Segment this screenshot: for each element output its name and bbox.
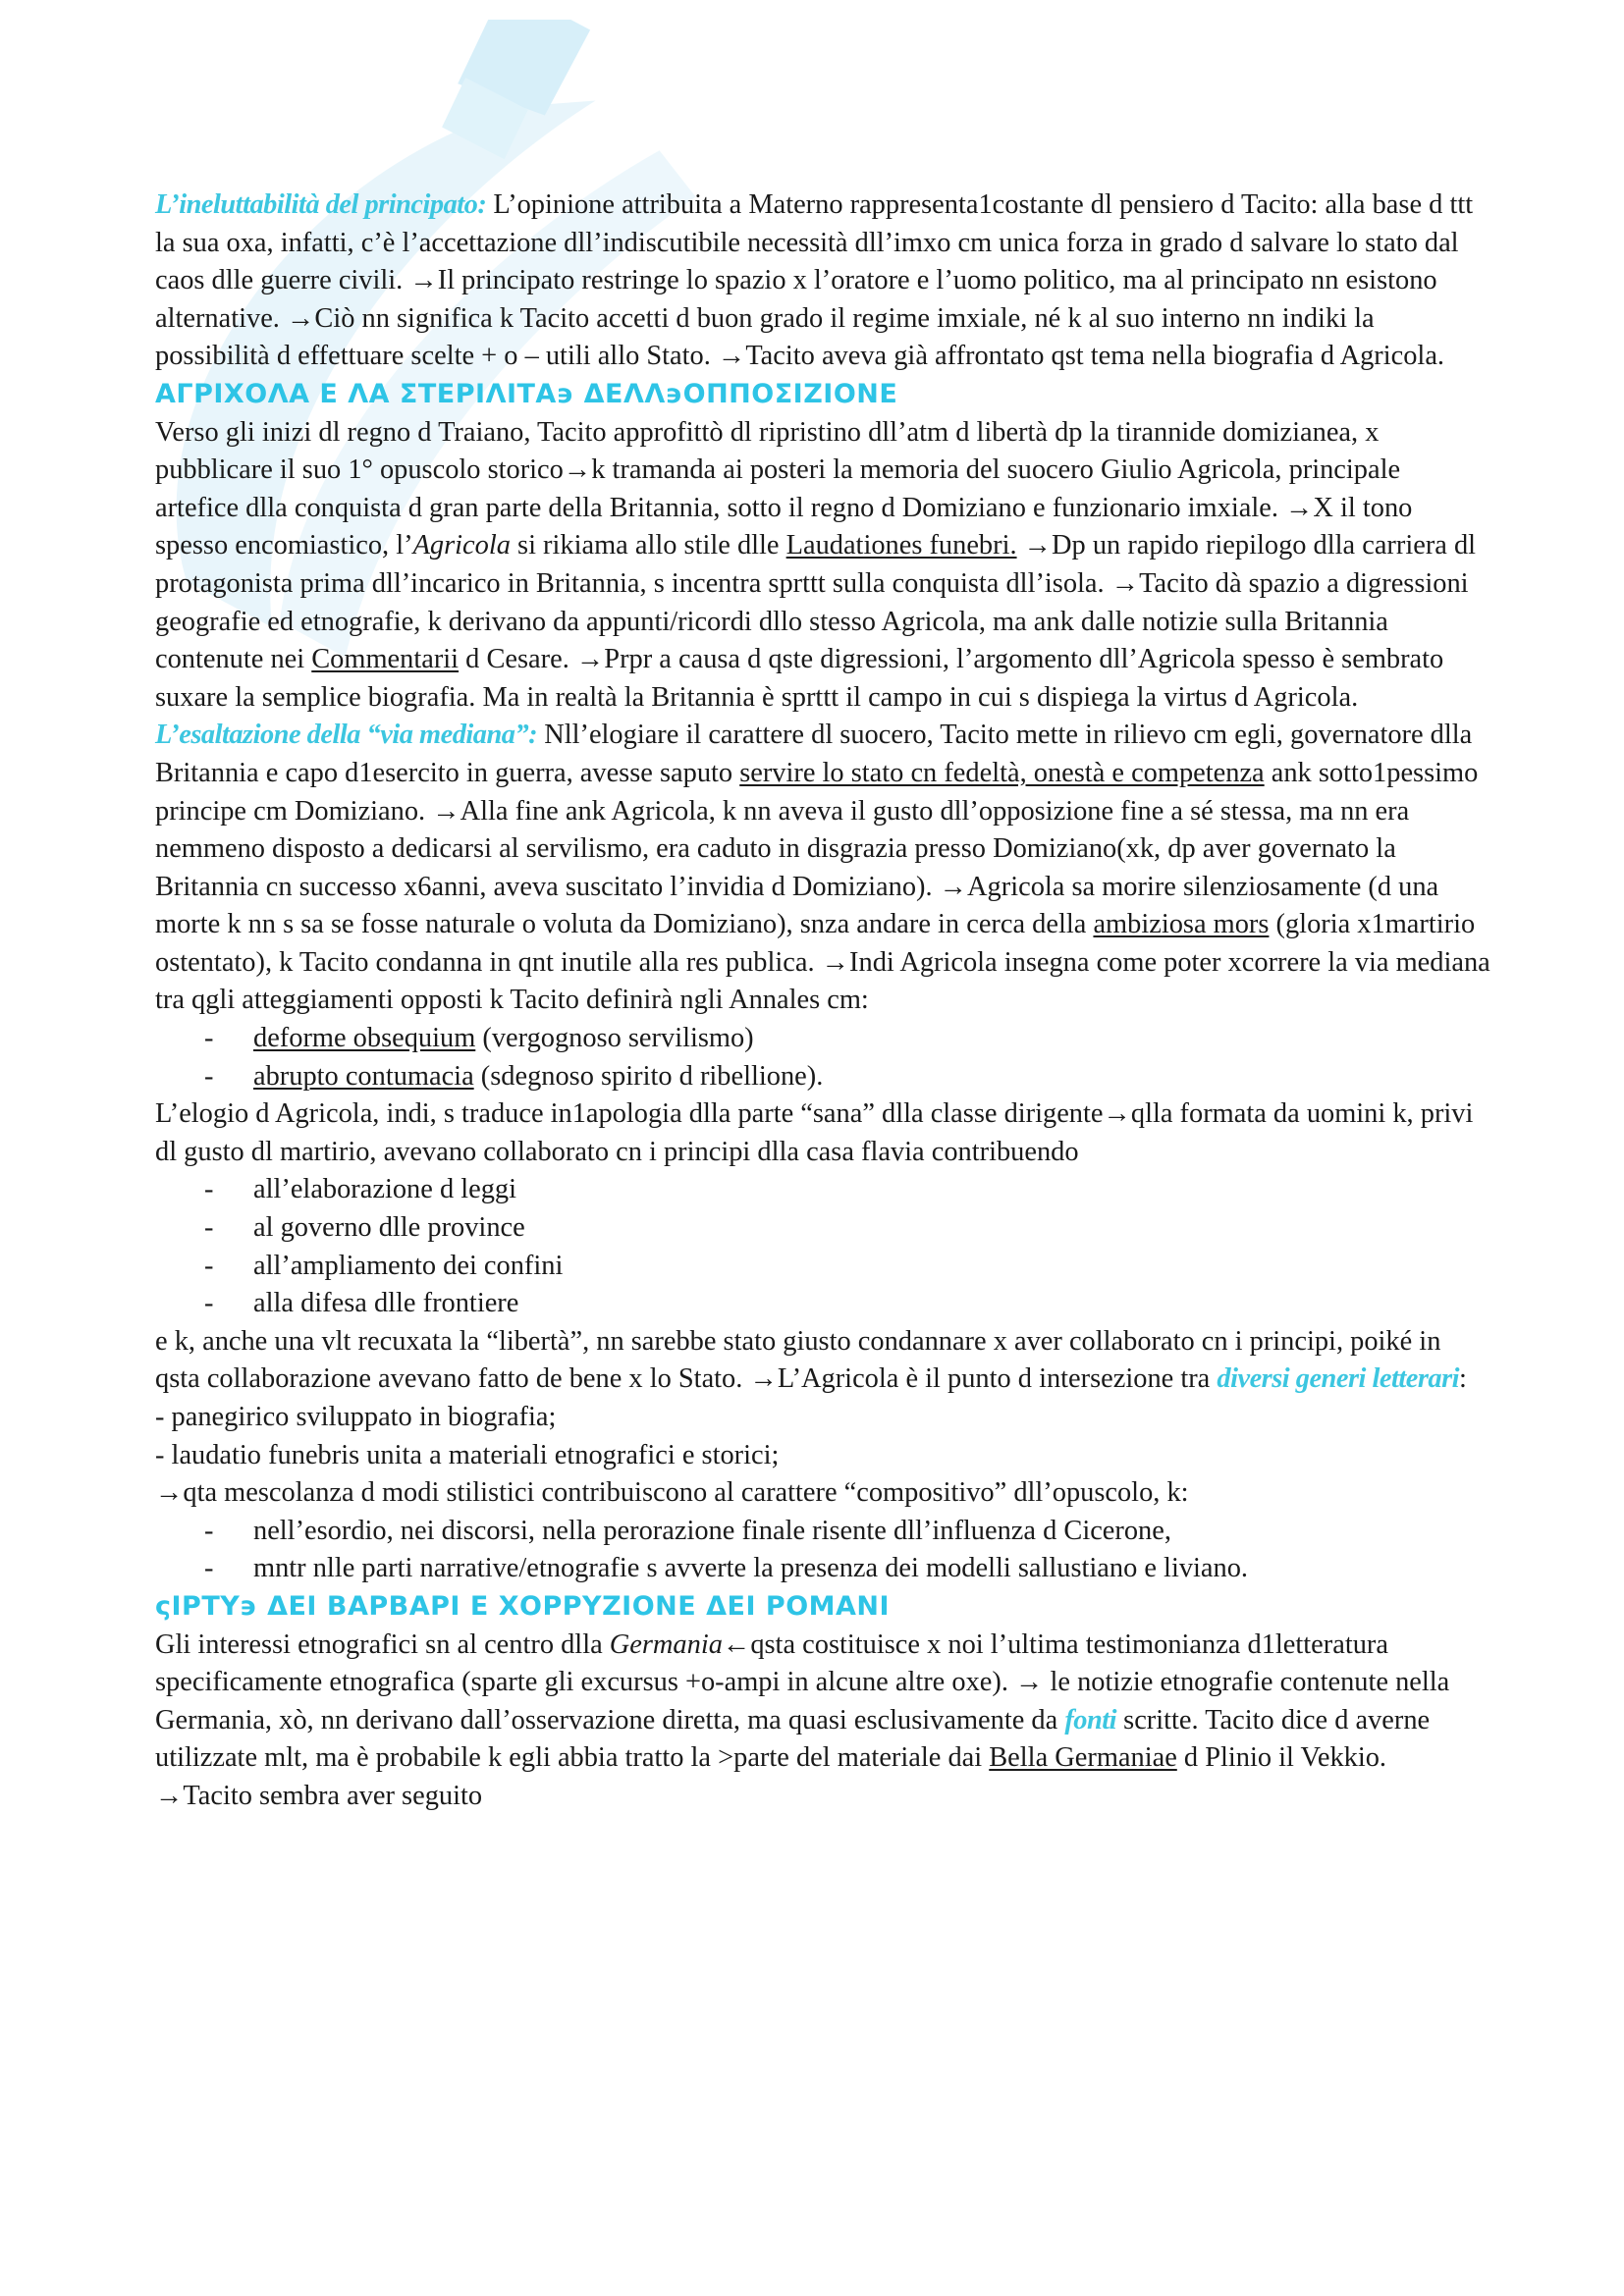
text-run: : [1459, 1363, 1467, 1395]
section-lead: fonti [1064, 1704, 1117, 1735]
text-run: (gloria x1martirio ostentato), k Tacito condanna in qnt inutile alla res publica. →Indi Agricola insegna come poter xcorrere la via mediana tra qgli atteggiamenti opposti k Tacito definirà ngli Annales cm: [155, 909, 1490, 1016]
line-laudatio: - laudatio funebris unita a materiali etnografici e storici; [155, 1439, 780, 1470]
list-item: - all’ampliamento dei confini [204, 1248, 1490, 1286]
list-item: - al governo dlle province [204, 1209, 1490, 1248]
text-run: d Plinio il Vekkio. →Tacito sembra aver seguito [155, 1742, 1387, 1811]
section-lead: L’ineluttabilità del principato: [155, 189, 487, 220]
list-item: - alla difesa dlle frontiere [204, 1285, 1490, 1323]
list-item [204, 1020, 1490, 1058]
text-run: Nll’elogiare il carattere dl suocero, Tacito mette in rilievo cm egli, governatore dlla Britannia e capo d1esercito in guerra, avesse saputo [155, 720, 1473, 788]
section-lead: diversi generi letterari [1217, 1363, 1460, 1395]
text-run: e k, anche una vlt recuxata la “libertà”, nn sarebbe stato giusto condannare x aver collaborato cn i principi, poiké in qsta collaborazione avevano fatto de bene x lo Stato. →L’Agricola è il punto d intersezione tra [155, 1325, 1441, 1395]
text-run: d Cesare. →Prpr a causa d qste digressioni, l’argomento dll’Agricola spesso è sembrato suxare la semplice biografia. Ma in realtà la Britannia è sprttt il campo in cui s dispiega la virtus d Agricola. [155, 644, 1444, 713]
text-run: ←qsta costituisce x noi l’ultima testimonianza d1letteratura specificamente etnografica (sparte gli excursus +o-ampi in alcune altre oxe). → le notizie etnografie contenute nella Germania, xò, nn derivano dall’osservazione diretta, ma quasi esclusivamente da [155, 1629, 1450, 1735]
underlined-term: Bella Germaniae [989, 1742, 1177, 1774]
dash-list-annales [155, 1020, 1490, 1095]
paragraph-via-mediana [155, 717, 1490, 1020]
text-run: Verso gli inizi dl regno d Traiano, Tacito approfittò dl ripristino dll’atm d libertà dp la tirannide domizianea, x pubblicare il suo 1° opuscolo storico→k tramanda ai posteri la memoria del suocero Giulio Agricola, principale artefice dlla conquista d gran parte della Britannia, sotto il regno d Domiziano e funzionario imxiale. →X il tono spesso encomiastico, l’ [155, 416, 1413, 561]
dash-list-modelli [155, 1513, 1490, 1588]
text-run: (vergognoso servilismo) [475, 1023, 754, 1054]
document-body [155, 187, 1490, 1816]
paragraph-elogio: L’elogio d Agricola, indi, s traduce in1apologia dlla parte “sana” dlla classe dirigente→qlla formata da uomini k, privi dl gusto dl martirio, avevano collaborato cn i principi dlla casa flavia contribuendo [155, 1098, 1474, 1167]
text-run: si rikiama allo stile dlle [510, 530, 786, 561]
paragraph-generi [155, 1323, 1490, 1399]
underlined-term: Commentarii [311, 644, 460, 675]
text-run: scritte. Tacito dice d averne utilizzate mlt, ma è probabile k egli abbia tratto la >parte del materiale dai [155, 1704, 1431, 1774]
list-item: - nell’esordio, nei discorsi, nella perorazione finale risente dll’influenza d Cicerone, [204, 1513, 1490, 1551]
paragraph-germania [155, 1627, 1490, 1816]
dash-list-contributi [155, 1171, 1490, 1322]
section-heading-agricola: ΑΓΡΙΧΟΛΑ Ε ΛΑ ΣΤΕΡΙΛΙΤΑ϶ ΔΕΛΛ϶ΟΠΠΟΣΙΖΙΟΝΕ [155, 378, 898, 409]
italic-title: Agricola [412, 530, 511, 561]
underlined-term: Laudationes funebri. [785, 530, 1017, 561]
line-panegirico: - panegirico sviluppato in biografia; [155, 1402, 557, 1432]
line-mescolanza: →qta mescolanza d modi stilistici contribuiscono al carattere “compositivo” dll’opuscolo, k: [155, 1477, 1189, 1509]
paragraph-principato [155, 187, 1490, 376]
text-run: ank sotto1pessimo principe cm Domiziano. →Alla fine ank Agricola, k nn aveva il gusto dll’opposizione fine a sé stessa, ma nn era nemmeno disposto a dedicarsi al servilismo, era caduto in disgrazia presso Domiziano(xk, dp aver governato la Britannia cn successo x6anni, aveva suscitato l’invidia d Domiziano). →Agricola sa morire silenziosamente (d una morte k nn s sa se fosse naturale o voluta da Domiziano), snza andare in cerca della [155, 757, 1479, 940]
underlined-term: abrupto contumacia [253, 1060, 474, 1092]
list-item [204, 1058, 1490, 1096]
section-lead: L’esaltazione della “via mediana”: [155, 720, 538, 751]
underlined-term: ambiziosa mors [1093, 909, 1270, 940]
list-item: - mntr nlle parti narrative/etnografie s avverte la presenza dei modelli sallustiano e liviano. [204, 1550, 1490, 1588]
underlined-term: servire lo stato cn fedeltà, onestà e competenza [739, 757, 1265, 788]
underlined-term: deforme obsequium [253, 1023, 476, 1054]
list-item: - all’elaborazione d leggi [204, 1171, 1490, 1209]
text-run: Gli interessi etnografici sn al centro dlla [155, 1629, 610, 1660]
text-run: (sdegnoso spirito d ribellione). [473, 1060, 824, 1092]
italic-title: Germania [609, 1629, 723, 1660]
text-run: →Dp un rapido riepilogo dlla carriera dl protagonista prima dll’incarico in Britannia, s incentra sprttt sulla conquista dll’isola. →Tacito dà spazio a digressioni geografie ed etnografie, k derivano da appunti/ricordi dllo stesso Agricola, ma ank dalle notizie sulla Britannia contenute nei [155, 530, 1477, 675]
section-heading-barbari: ςΙΡΤΥ϶ ΔΕΙ ΒΑΡΒΑΡΙ Ε ΧΟΡΡΥΖΙΟΝΕ ΔΕΙ ΡΟΜΑΝΙ [155, 1590, 891, 1622]
paragraph-agricola [155, 414, 1490, 718]
paragraph-text: L’opinione attribuita a Materno rappresenta1costante dl pensiero d Tacito: alla base d ttt la sua oxa, infatti, c’è l’accettazione dll’indiscutibile necessità dll’imxo cm unica forza in grado d salvare lo stato dal caos dlle guerre civili. →Il principato restringe lo spazio x l’oratore e l’uomo politico, ma al principato nn esistono alternative. →Ciò nn significa k Tacito accetti d buon grado il regime imxiale, né k al suo interno nn indiki la possibilità d effettuare scelte + o – utili allo Stato. →Tacito aveva già affrontato qst tema nella biografia d Agricola. [155, 189, 1474, 372]
